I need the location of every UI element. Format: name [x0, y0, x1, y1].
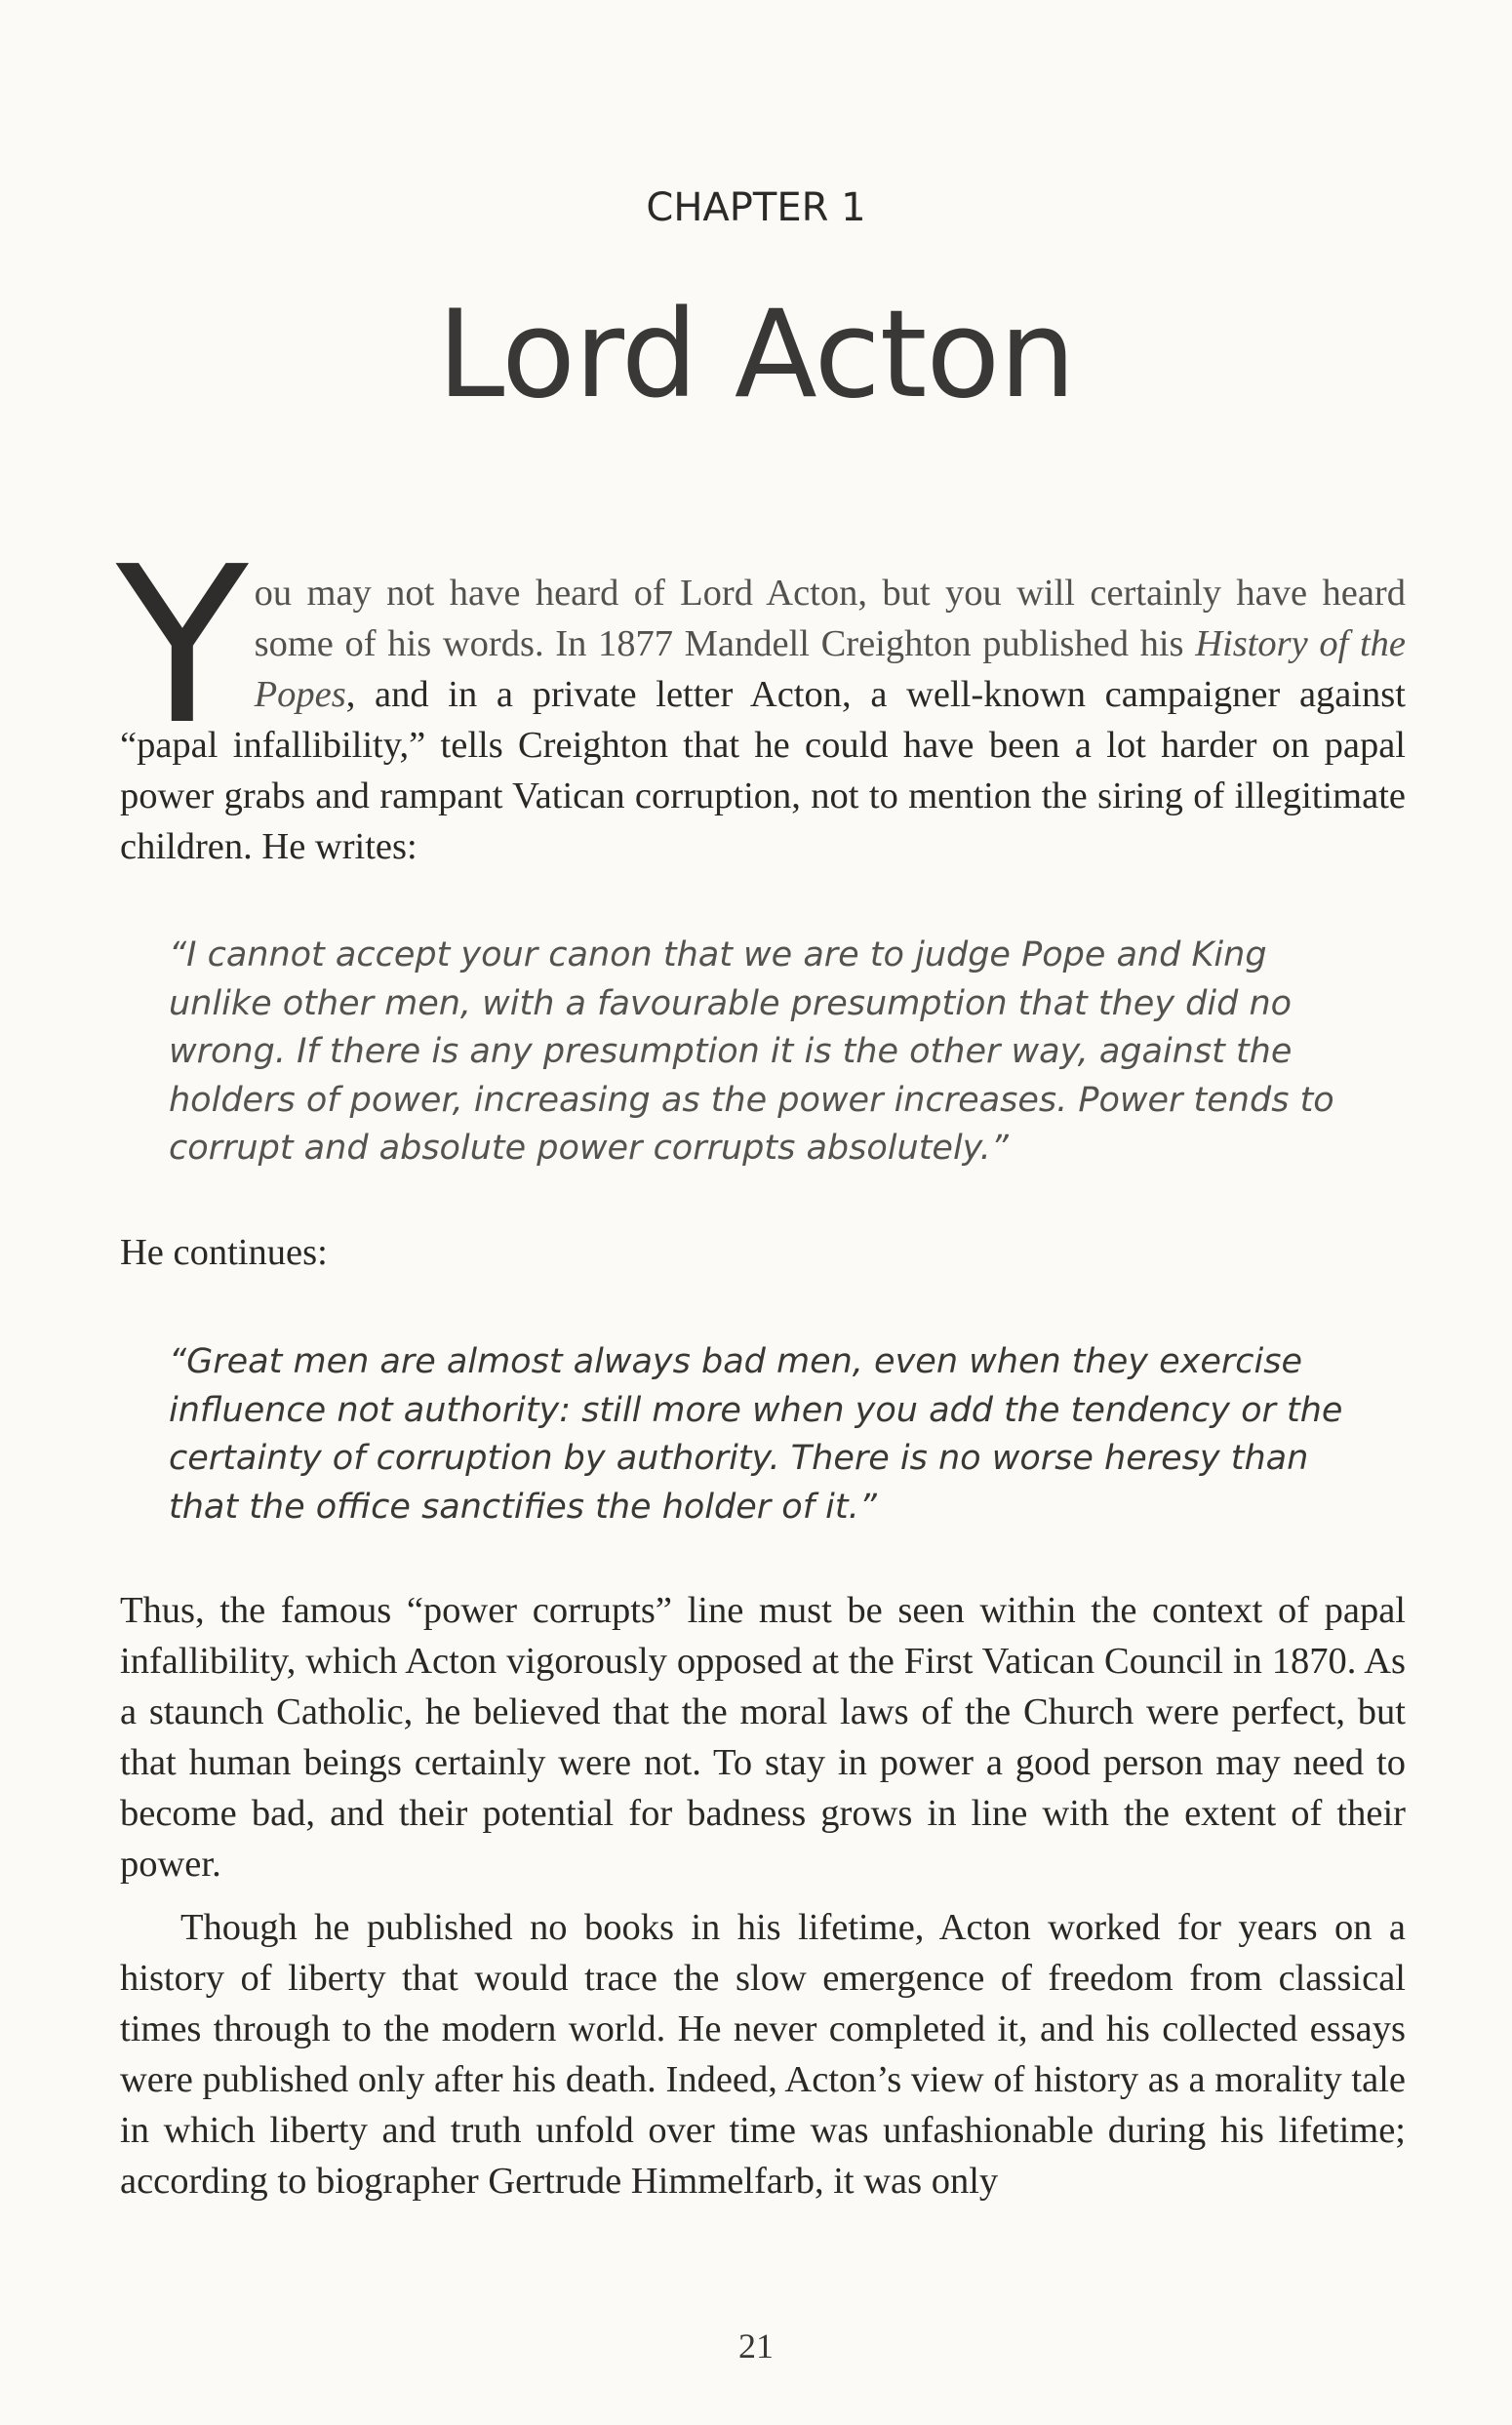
book-title: History of the Popes [254, 623, 1407, 715]
chapter-label: CHAPTER 1 [646, 185, 866, 230]
intro-paragraph [116, 521, 1407, 872]
drop-cap-letter: Y [116, 521, 249, 773]
intro-text-end: , and in a private letter Acton, a well-known campaigner against “papal infallibility,” tells Creighton that he could have been a lot harder on papal power grabs and rampant Vatican corruption, not to mention the siring of illegitimate children. He writes: [120, 674, 1406, 867]
paragraph-power-corrupts: Thus, the famous “power corrupts” line must be seen within the context of papal infallibility, which Acton vigorously opposed at the First Vatican Council in 1870. As a staunch Catholic, he believed that the moral laws of the Church were perfect, but that human beings certainly were not. To stay in power a good person may need to become bad, and their potential for badness grows in line with the extent of their power. [120, 1590, 1406, 1885]
intro-text-start: ou may not have heard of Lord Acton, but you will certainly have heard some of his words. In 1877 Mandell Creighton published his [254, 573, 1406, 664]
paragraph-history-of-liberty: Though he published no books in his lifetime, Acton worked for years on a history of liberty that would trace the slow emergence of freedom from classical times through to the modern world. He never completed it, and his collected essays were published only after his death. Indeed, Acton’s view of history as a morality tale in which liberty and truth unfold over time was unfashionable during his lifetime; according to biographer Gertrude Himmelfarb, it was only [120, 1907, 1406, 2202]
block-quote-2: “Great men are almost always bad men, even when they exercise influence not authority: still more when you add the tendency or the certainty of corruption by authority. There is no worse heresy than that the office sanctifies the holder of it.” [169, 1342, 1343, 1527]
page-number: 21 [738, 2326, 774, 2365]
block-quote-1: “I cannot accept your canon that we are to judge Pope and King unlike other men, with a favourable presumption that they did no wrong. If there is any presumption it is the other way, against the holders of power, increasing as the power increases. Power tends to corrupt and absolute power corrupts absolutely.” [169, 935, 1334, 1168]
chapter-title: Lord Acton [437, 285, 1075, 425]
continues-line: He continues: [120, 1232, 328, 1273]
